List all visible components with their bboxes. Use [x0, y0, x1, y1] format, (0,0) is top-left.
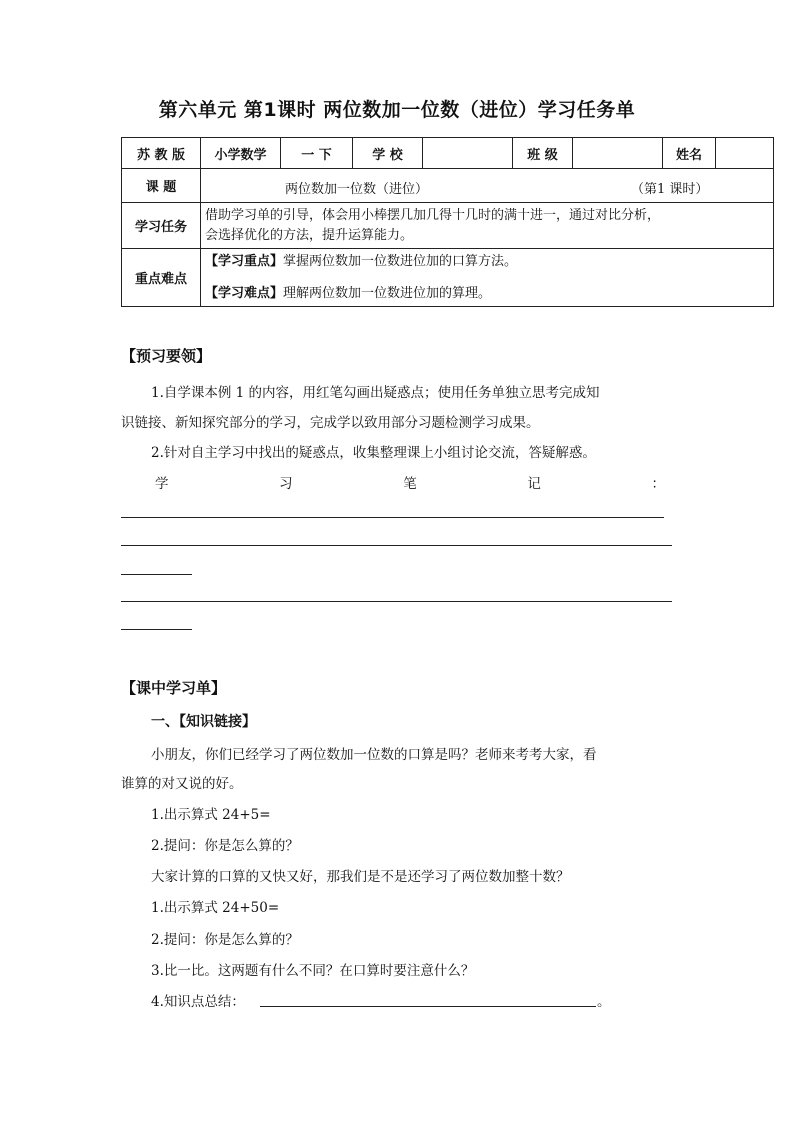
page-title: 第六单元 第1课时 两位数加一位数（进位）学习任务单 [158, 99, 636, 121]
class-label: 班 级 [513, 138, 573, 169]
topic-value: 两位数加一位数（进位） [285, 181, 429, 197]
question-3: 1.出示算式 24+50= [151, 900, 280, 916]
focus-label: 重点难点 [122, 249, 201, 307]
school-label: 学 校 [353, 138, 423, 169]
topic-label: 课 题 [122, 169, 201, 203]
name-field[interactable] [716, 138, 774, 169]
key-point-tag: 【学习重点】 [205, 253, 284, 269]
name-label: 姓名 [663, 138, 716, 169]
notes-line[interactable] [121, 517, 664, 518]
notes-line[interactable] [121, 601, 672, 602]
class-field[interactable] [573, 138, 663, 169]
notes-char: ： [651, 476, 665, 492]
preview-heading: 【预习要领】 [121, 347, 212, 365]
bridge-text: 大家计算的口算的又快又好，那我们是不是还学习了两位数加整十数？ [151, 869, 570, 885]
question-6-label: 4.知识点总结： [151, 994, 245, 1010]
question-1: 1.出示算式 24+5= [151, 807, 271, 823]
task-line-2: 会选择优化的方法，提升运算能力。 [205, 227, 414, 243]
intro-line-1: 小朋友，你们已经学习了两位数加一位数的口算是吗？老师来考考大家，看 [151, 747, 597, 763]
topic-cell [201, 169, 774, 203]
question-6-end: 。 [597, 994, 611, 1010]
notes-line[interactable] [121, 629, 192, 630]
preview-item-1-line-2: 识链接、新知探究部分的学习，完成学以致用部分习题检测学习成果。 [121, 415, 540, 431]
task-cell [201, 203, 774, 249]
preview-item-1-line-1: 1.自学课本例 1 的内容，用红笔勾画出疑惑点；使用任务单独立思考完成知 [151, 385, 600, 401]
summary-answer-line[interactable] [260, 1006, 596, 1007]
preview-item-2: 2.针对自主学习中找出的疑惑点，收集整理课上小组讨论交流，答疑解惑。 [151, 445, 596, 461]
period-value: （第1 课时） [631, 181, 709, 197]
difficulty-text: 理解两位数加一位数进位加的算理。 [283, 285, 492, 301]
notes-label [155, 472, 665, 492]
subject-cell: 小学数学 [201, 138, 281, 169]
task-label: 学习任务 [122, 203, 201, 249]
question-5: 3.比一比。这两题有什么不同？在口算时要注意什么？ [151, 963, 475, 979]
task-line-1: 借助学习单的引导，体会用小棒摆几加几得十几时的满十进一，通过对比分析， [205, 207, 661, 223]
publisher-label: 苏 教 版 [122, 138, 201, 169]
key-point-text: 掌握两位数加一位数进位加的口算方法。 [283, 253, 518, 269]
notes-char: 笔 [403, 476, 417, 492]
school-field[interactable] [423, 138, 513, 169]
question-2: 2.提问：你是怎么算的？ [151, 838, 299, 854]
notes-line[interactable] [121, 545, 672, 546]
notes-char: 习 [279, 476, 293, 492]
notes-char: 学 [155, 476, 169, 492]
notes-line[interactable] [121, 574, 192, 575]
question-4: 2.提问：你是怎么算的？ [151, 932, 299, 948]
intro-line-2: 谁算的对又说的好。 [121, 776, 243, 792]
grade-cell: 一 下 [281, 138, 353, 169]
knowledge-link-heading: 一、【知识链接】 [151, 714, 256, 730]
notes-char: 记 [527, 476, 541, 492]
difficulty-tag: 【学习难点】 [205, 285, 284, 301]
in-class-heading: 【课中学习单】 [121, 679, 227, 697]
info-table [121, 137, 774, 307]
focus-cell [201, 249, 774, 307]
